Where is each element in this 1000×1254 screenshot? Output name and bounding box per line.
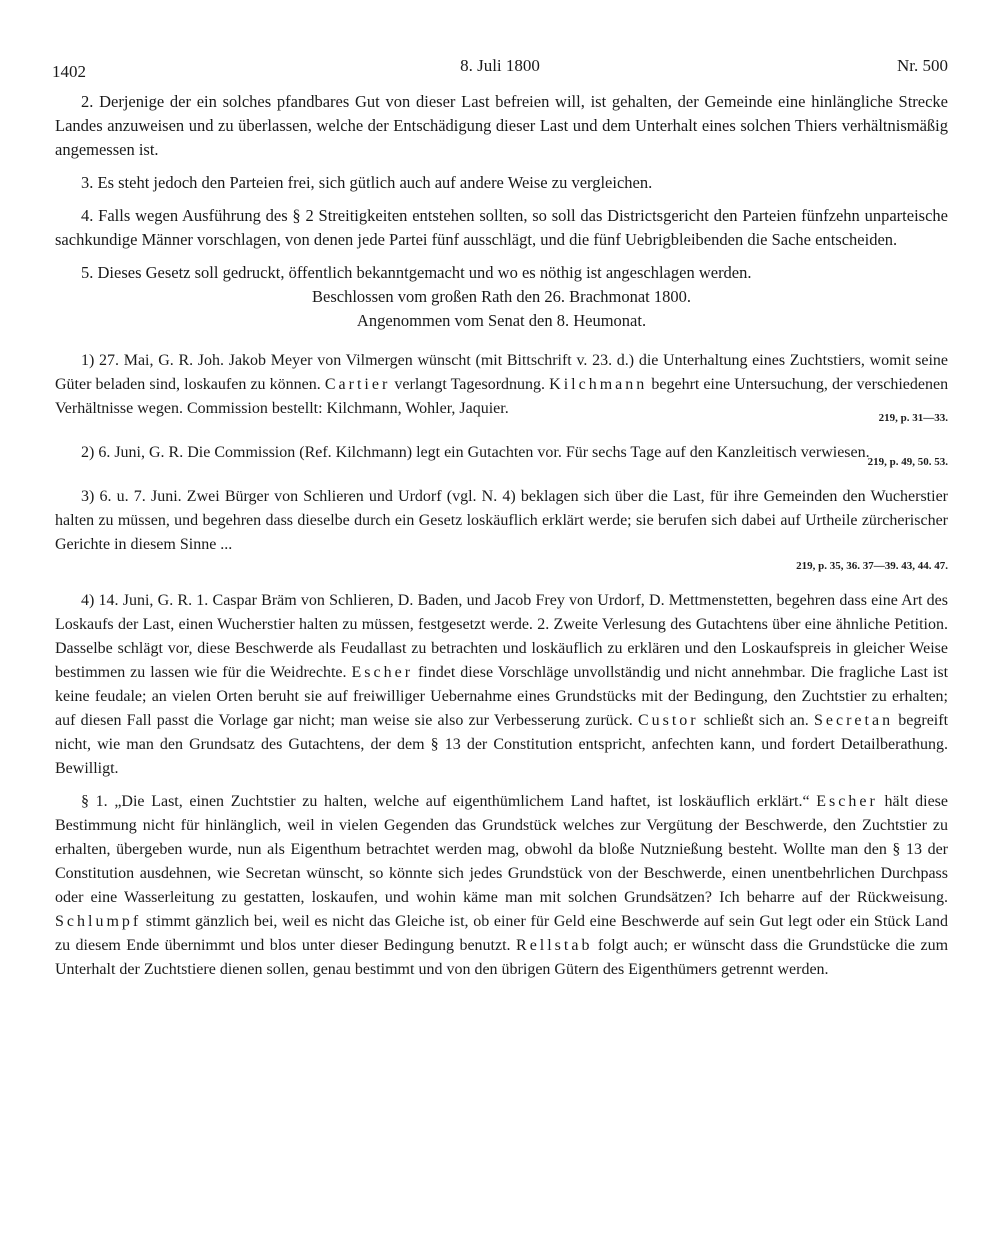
- speaker-name: Secretan: [814, 712, 894, 729]
- law-article-3: 3. Es steht jedoch den Parteien frei, sich gütlich auch auf andere Weise zu vergleichen.: [81, 173, 653, 192]
- note-1: [55, 349, 948, 425]
- note-4-text-a: 4) 14. Juni, G. R. 1. Caspar Bräm von Schlieren, D. Baden, und Jacob Frey von Urdorf, D. Mettmenstetten, begehren dass eine Art des Loskaufs der Last, einen Wucherstier halten zu müssen, festgesetzt werde. 2. Zweite Verlesung des Gutachtens über eine ähnliche Petition. Dasselbe schlägt vor, diese Beschwerde als Feudallast zu betrachten und loskäuflich zu erklären und den Loskaufspreis in gleicher Weise bestimmen zu lassen wie für die Weidrechte.: [55, 592, 948, 681]
- note-3: [55, 485, 948, 573]
- note-2-text: 2) 6. Juni, G. R. Die Commission (Ref. Kilchmann) legt ein Gutachten vor. Für sechs Tage auf den Kanzleitisch verwiesen.: [81, 444, 870, 461]
- note-2-reference: 219, p. 49, 50. 53.: [867, 456, 948, 468]
- speaker-name: Kilchmann: [549, 376, 648, 393]
- speaker-name: Custor: [637, 712, 699, 729]
- document-number: Nr. 500: [897, 56, 948, 75]
- note-1-reference: 219, p. 31—33.: [878, 412, 948, 424]
- note-3-reference: 219, p. 35, 36. 37—39. 43, 44. 47.: [796, 560, 948, 572]
- law-article-5: 5. Dieses Gesetz soll gedruckt, öffentlich bekanntgemacht und wo es nöthig ist angeschlagen werden.: [81, 263, 752, 282]
- closing-formula-senate: Angenommen vom Senat den 8. Heumonat.: [356, 311, 647, 330]
- page-number: 1402: [52, 62, 86, 81]
- speaker-name: Rellstab: [516, 937, 593, 954]
- note-4-text-d: begreift nicht, wie man den Grundsatz des Gutachtens, der dem § 13 der Constitution entspricht, anfechten kann, und fordert Detailberathung. Bewilligt.: [55, 712, 949, 777]
- section-1-text-c: stimmt gänzlich bei, weil es nicht das Gleiche ist, ob einer für Geld eine Beschwerde auf sein Gut legt oder ein Stück Land zu diesem Ende übernimmt und blos unter dieser Bedingung benutzt.: [55, 913, 948, 954]
- section-1-text-a: § 1. „Die Last, einen Zuchtstier zu halten, welche auf eigenthümlichem Land haftet, ist loskäuflich erklärt.“: [81, 793, 810, 810]
- section-1-discussion: [55, 790, 948, 982]
- speaker-name: Escher: [816, 793, 878, 810]
- speaker-name: Escher: [351, 664, 414, 681]
- running-header: [52, 56, 948, 86]
- note-4-text-b: findet diese Vorschläge unvollständig und nicht annehmbar. Die fragliche Last ist keine feudale; an vielen Orten beruht sie auf freiwilliger Uebernahme eines Grundstücks mit der Bedingung, den Zuchtstier zu erhalten; auf diesen Fall passt die Vorlage gar nicht; man weise sie also zur Verbesserung zurück.: [55, 664, 949, 729]
- speaker-name: Cartier: [324, 376, 391, 393]
- speaker-name: Schlumpf: [55, 913, 142, 930]
- section-1-text-b: hält diese Bestimmung nicht für hinlänglich, weil in vielen Gegenden das Grundstück welches zur Vergütung der Beschwerde, den Zuchtstier zu erhalten, übergeben wurde, nun als Eigenthum betrachtet werden mag, obwohl da bloße Nutznießung besteht. Wollte man den § 13 der Constitution ausdehnen, wie Secretan wünscht, so könnte sich jedes Grundstück von der Beschwerde, einen unentbehrlichen Durchpass oder eine Wasserleitung zu gestatten, loskaufen, und wohin käme man mit solchen Grundsätzen? Ich beharre auf der Rückweisung.: [55, 793, 948, 906]
- note-4: [55, 589, 948, 781]
- note-1-text-c: begehrt eine Untersuchung, der verschiedenen Verhältnisse wegen. Commission bestellt: Kilchmann, Wohler, Jaquier.: [55, 376, 949, 417]
- note-3-text: 3) 6. u. 7. Juni. Zwei Bürger von Schlieren und Urdorf (vgl. N. 4) beklagen sich über die Last, für ihre Gemeinden den Wucherstier halten zu müssen, und begehren dass dieselbe durch ein Gesetz loskäuflich erklärt werde; sie berufen sich dabei auf Urtheile zürcherischer Gerichte in diesem Sinne ...: [55, 488, 948, 553]
- text-body: [55, 90, 948, 982]
- header-date: 8. Juli 1800: [460, 56, 540, 75]
- note-1-text-b: verlangt Tagesordnung.: [394, 376, 546, 393]
- closing-formula-council: Beschlossen vom großen Rath den 26. Brachmonat 1800.: [312, 287, 691, 306]
- note-4-text-c: schließt sich an.: [703, 712, 809, 729]
- note-1-text-a: 1) 27. Mai, G. R. Joh. Jakob Meyer von Vilmergen wünscht (mit Bittschrift v. 23. d.) die Unterhaltung eines Zuchtstiers, womit seine Güter beladen sind, loskaufen zu können.: [55, 352, 948, 393]
- law-article-4: 4. Falls wegen Ausführung des § 2 Streitigkeiten entstehen sollten, so soll das Districtsgericht den Parteien fünfzehn unparteische sachkundige Männer vorschlagen, von denen jede Partei fünf ausschlägt, und die fünf Uebrigbleibenden die Sache entscheiden.: [55, 206, 948, 249]
- notes-section: [55, 349, 948, 982]
- section-1-text-d: folgt auch; er wünscht dass die Grundstücke die zum Unterhalt der Zuchtstiere dienen sollen, genau bestimmt und von den übrigen Gütern des Eigenthümers getrennt werden.: [55, 937, 949, 978]
- note-2: [55, 441, 948, 469]
- law-article-2: 2. Derjenige der ein solches pfandbares Gut von dieser Last befreien will, ist gehalten, der Gemeinde eine hinlängliche Strecke Landes anzuweisen und zu überlassen, welche der Entschädigung dieser Last und dem Unterhalt eines solchen Thiers verhältnismäßig angemessen ist.: [55, 92, 948, 159]
